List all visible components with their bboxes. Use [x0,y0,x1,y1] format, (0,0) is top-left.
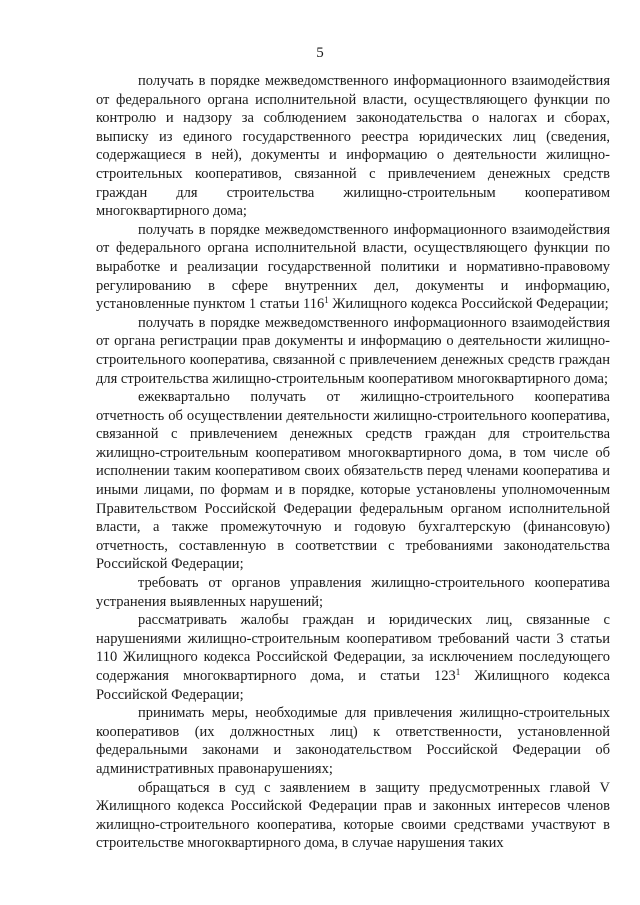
paragraph-8: обращаться в суд с заявлением в защиту предусмотренных главой V Жилищного кодекса Российской Федерации прав и законных интересов членов жилищно-строительного кооператива, которые своими средствами участвуют в строительстве многоквартирного дома, в случае нарушения таких [96,779,610,852]
paragraph-6-text-end: Жилищного кодекса Российской Федерации; [96,668,610,703]
paragraph-2 [96,221,610,314]
paragraph-6-text: рассматривать жалобы граждан и юридических лиц, связанные с нарушениями жилищно-строительным кооперативом требований части 3 статьи 110 Жилищного кодекса Российской Федерации, за исключением последующего содержания многоквартирного дома, и статьи 123 [96,612,610,684]
paragraph-1: получать в порядке межведомственного информационного взаимодействия от федерального органа исполнительной власти, осуществляющего функции по контролю и надзору за соблюдением законодательства о налогах и сборах, выписку из единого государственного реестра юридических лиц (сведения, содержащиеся в ней), документы и информацию о деятельности жилищно-строительных кооперативов, связанной с привлечением денежных средств граждан для строительства жилищно-строительным кооперативом многоквартирного дома; [96,73,610,220]
paragraph-4: ежеквартально получать от жилищно-строительного кооператива отчетность об осуществлении деятельности жилищно-строительного кооператива, связанной с привлечением денежных средств граждан для строительства жилищно-строительным кооперативом многоквартирного дома, в том числе об исполнении таким кооперативом своих обязательств перед членами кооператива и иными лицами, по формам и в порядке, которые установлены уполномоченным Правительством Российской Федерации федеральным органом исполнительной власти, а также промежуточную и годовую бухгалтерскую (финансовую) отчетность, составленную в соответствии с требованиями законодательства Российской Федерации; [96,389,610,573]
page-number: 5 [316,45,324,61]
superscript-marker: 1 [455,667,461,677]
document-body [96,72,610,853]
paragraph-2-text-end: Жилищного кодекса Российской Федерации; [328,296,609,313]
paragraph-2-text: получать в порядке межведомственного информационного взаимодействия от федерального органа исполнительной власти, осуществляющего функции по выработке и реализации государственной политики и нормативно-правовому регулированию в сфере внутренних дел, документы и информацию, установленные пунктом 1 статьи 116 [96,221,610,313]
superscript-marker: 1 [324,295,329,306]
paragraph-7: принимать меры, необходимые для привлечения жилищно-строительных кооперативов (их должностных лиц) к ответственности, установленной федеральными законами и законодательством Российской Федерации об административных правонарушениях; [96,705,610,777]
paragraph-3: получать в порядке межведомственного информационного взаимодействия от органа регистрации прав документы и информацию о деятельности жилищно-строительного кооператива, связанной с привлечением денежных средств граждан для строительства жилищно-строительным кооперативом многоквартирного дома; [96,314,610,387]
paragraph-5: требовать от органов управления жилищно-строительного кооператива устранения выявленных нарушений; [96,575,610,610]
paragraph-6 [96,611,610,704]
